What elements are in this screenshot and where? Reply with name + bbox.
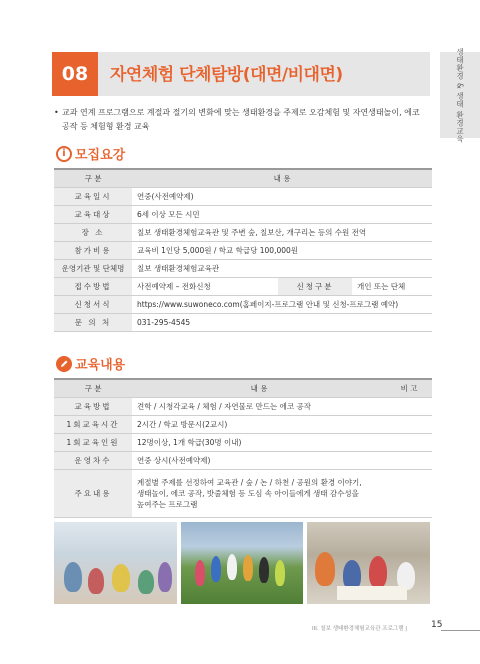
header-category: 구 분 (54, 379, 132, 397)
table-header-row (54, 169, 432, 187)
table-header-row (54, 379, 432, 397)
row-value: 칠보 생태환경체험교육관 및 주변 숲, 칠보산, 개구리논 등의 수원 전역 (132, 223, 432, 241)
table-row (54, 205, 432, 223)
pencil-icon (56, 356, 72, 372)
table-row (54, 259, 432, 277)
row-value-secondary: 개인 또는 단체 (352, 277, 432, 295)
page-number: 15 (431, 620, 443, 630)
table-row (54, 277, 432, 295)
row-label: 1회교육시간 (54, 415, 132, 433)
table-row (54, 241, 432, 259)
section-title-recruitment (56, 144, 125, 163)
section-title-content (56, 354, 125, 373)
side-tab-label: 생태환경 & 생태 환경교육 (455, 47, 465, 143)
content-line: 계절별 주제를 선정하여 교육관 / 숲 / 논 / 하천 / 공원의 환경 이야기, (137, 477, 362, 487)
row-label: 교육대상 (54, 205, 132, 223)
table-row (54, 397, 432, 415)
content-line: 높여주는 프로그램 (137, 499, 198, 509)
row-label: 운영기관 및 단체명 (54, 259, 132, 277)
section2-title: 교육내용 (75, 358, 126, 373)
row-label: 신청서식 (54, 295, 132, 313)
row-label: 장 소 (54, 223, 132, 241)
contact-phone: 031-295-4545 (132, 313, 432, 331)
row-label: 교육일시 (54, 187, 132, 205)
activity-photos (54, 522, 430, 604)
header-category: 구 분 (54, 169, 132, 187)
header-content: 내 용 (132, 169, 432, 187)
row-value-multiline (132, 469, 386, 517)
row-value: 칠보 생태환경체험교육관 (132, 259, 432, 277)
row-value: 2시간 / 학교 방문시(2교시) (132, 415, 386, 433)
row-label: 문 의 처 (54, 313, 132, 331)
row-value: 12명이상, 1개 학급(30명 이내) (132, 433, 386, 451)
program-title: 자연체험 단체탐방(대면/비대면) (110, 65, 343, 85)
program-header (52, 52, 430, 96)
classroom-photo (54, 522, 177, 604)
info-icon: i (56, 146, 72, 162)
section1-title: 모집요강 (75, 148, 126, 163)
table-row (54, 469, 432, 517)
row-label: 주요내용 (54, 469, 132, 517)
footer-text: III. 칠보 생태환경체험교육관 프로그램 | (312, 626, 408, 632)
row-remarks (386, 433, 432, 451)
row-label: 접수방법 (54, 277, 132, 295)
row-label: 교육방법 (54, 397, 132, 415)
content-line: 생태놀이, 에코 공작, 밧줄체험 등 도심 속 아이들에게 생태 감수성을 (137, 488, 359, 498)
content-table (54, 378, 432, 518)
table-row (54, 415, 432, 433)
row-label-secondary: 신청구분 (278, 277, 352, 295)
craft-workshop-photo (307, 522, 430, 604)
row-remarks (386, 469, 432, 517)
table-row (54, 187, 432, 205)
row-value: 사전예약제 – 전화신청 (132, 277, 278, 295)
table-row (54, 433, 432, 451)
intro-text (54, 106, 424, 134)
table-row (54, 313, 432, 331)
row-label: 운영차수 (54, 451, 132, 469)
table-row (54, 295, 432, 313)
row-value: 견학 / 시청각교육 / 체험 / 자연물로 만드는 에코 공작 (132, 397, 386, 415)
row-value: 6세 이상 모든 시민 (132, 205, 432, 223)
row-value: 교육비 1인당 5,000원 / 학교 학급당 100,000원 (132, 241, 432, 259)
header-content: 내 용 (132, 379, 386, 397)
table-row (54, 451, 432, 469)
row-label: 참가비용 (54, 241, 132, 259)
row-remarks (386, 415, 432, 433)
outdoor-circle-photo (181, 522, 304, 604)
row-remarks (386, 397, 432, 415)
table-row (54, 223, 432, 241)
side-tab (440, 47, 480, 143)
footer-divider (441, 630, 480, 631)
recruitment-table (54, 168, 432, 332)
row-remarks (386, 451, 432, 469)
row-label: 1회교육인원 (54, 433, 132, 451)
application-link[interactable]: https://www.suwoneco.com(홈페이지-프로그램 안내 및 신청-프로그램 예약) (132, 295, 432, 313)
header-remarks: 비 고 (386, 379, 432, 397)
intro-body: 교과 연계 프로그램으로 계절과 절기의 변화에 맞는 생태환경을 주제로 오감체험 및 자연생태놀이, 에코 공작 등 체험형 환경 교육 (62, 108, 420, 131)
program-number: 08 (52, 52, 98, 96)
row-value: 연중 상시(사전예약제) (132, 451, 386, 469)
row-value: 연중(사전예약제) (132, 187, 432, 205)
intro-bullet: • (54, 108, 59, 117)
